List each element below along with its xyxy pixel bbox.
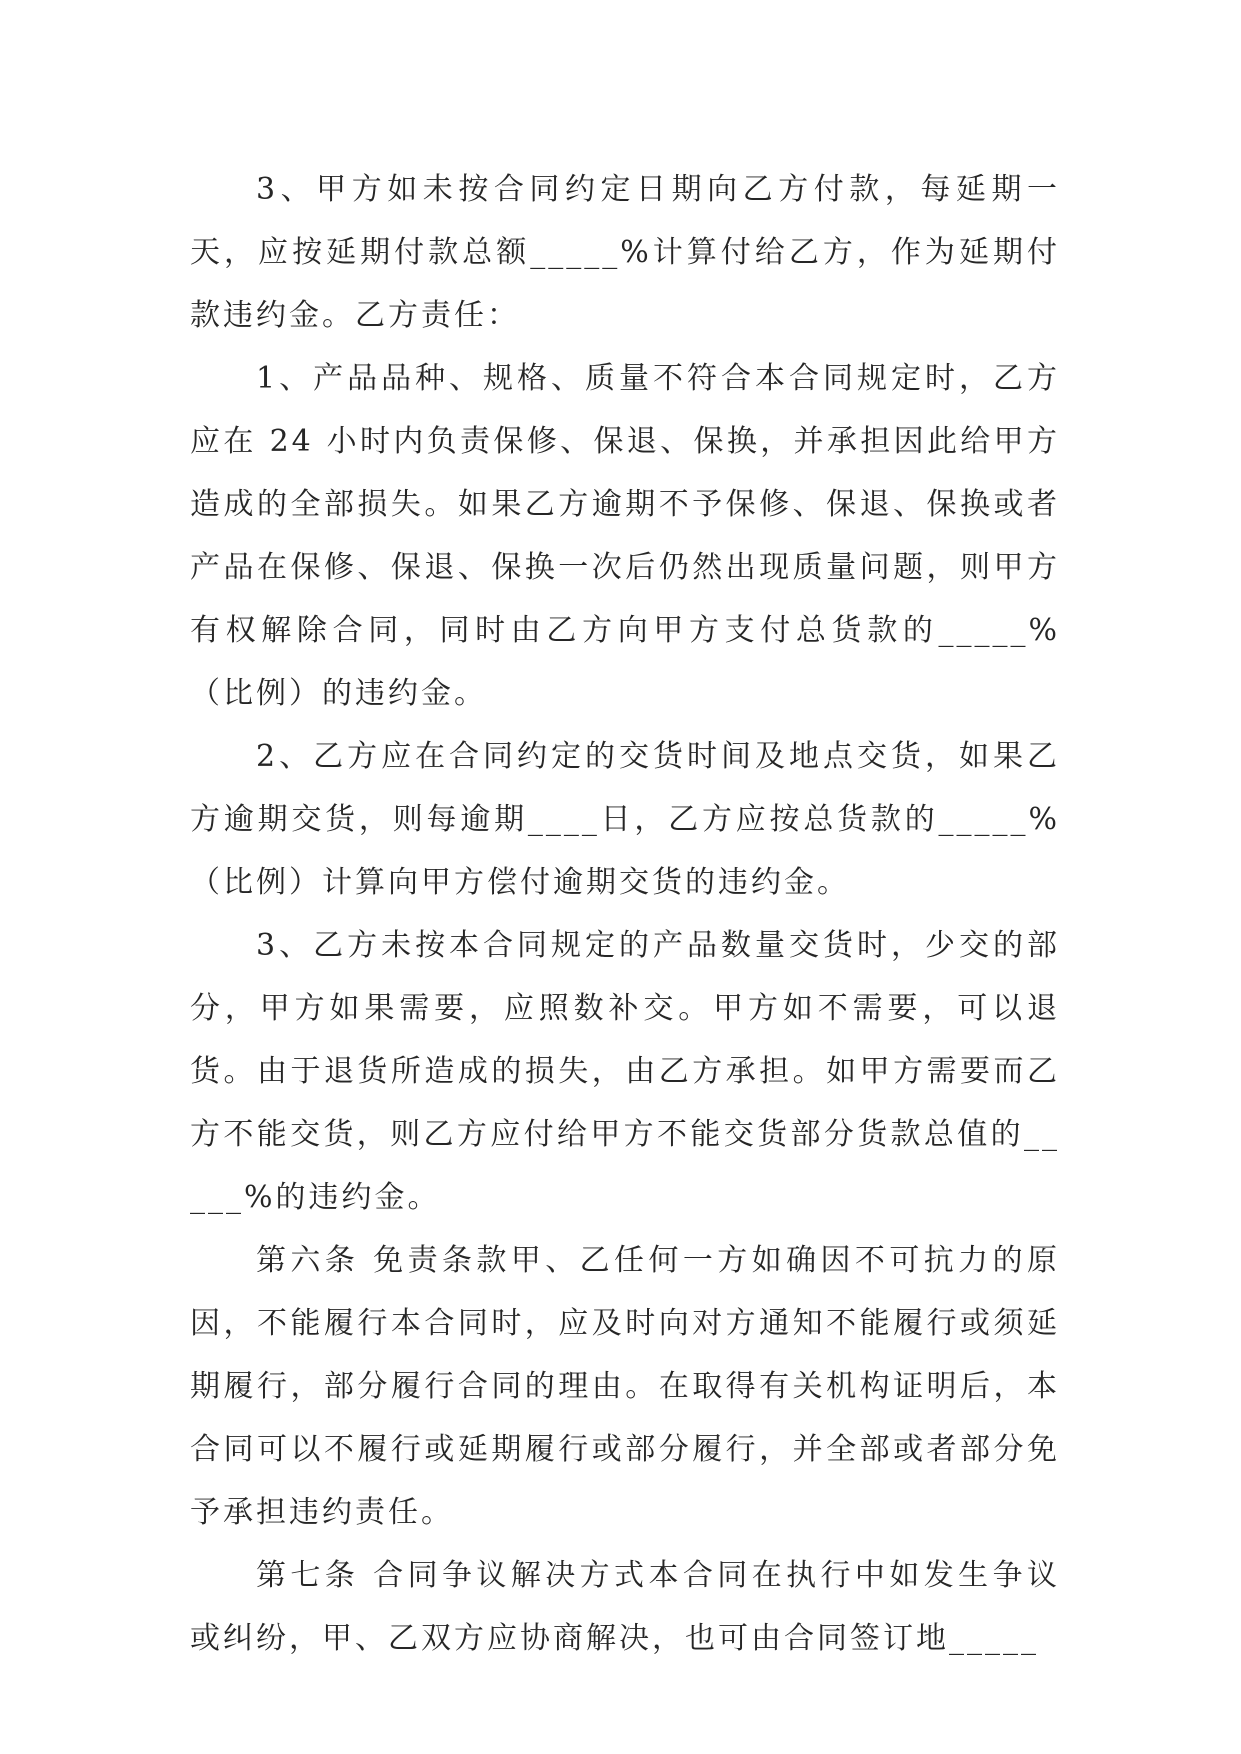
paragraph-clause-3-party-b: 3、乙方未按本合同规定的产品数量交货时，少交的部分，甲方如果需要，应照数补交。甲方如不需要，可以退货。由于退货所造成的损失，由乙方承担。如甲方需要而乙方不能交货，则乙方应付给甲方不能交货部分货款总值的_____%的违约金。 [190, 928, 1060, 1215]
paragraph-clause-2-party-b: 2、乙方应在合同约定的交货时间及地点交货，如果乙方逾期交货，则每逾期____日，乙方应按总货款的_____%（比例）计算向甲方偿付逾期交货的违约金。 [190, 739, 1060, 900]
document-body [190, 158, 1060, 1670]
paragraph-article-7: 第七条 合同争议解决方式本合同在执行中如发生争议或纠纷，甲、乙双方应协商解决，也可由合同签订地_____ [190, 1558, 1060, 1656]
paragraph-clause-3-party-a: 3、甲方如未按合同约定日期向乙方付款，每延期一天，应按延期付款总额_____%计算付给乙方，作为延期付款违约金。乙方责任： [190, 172, 1060, 333]
paragraph-article-6: 第六条 免责条款甲、乙任何一方如确因不可抗力的原因，不能履行本合同时，应及时向对方通知不能履行或须延期履行，部分履行合同的理由。在取得有关机构证明后，本合同可以不履行或延期履行或部分履行，并全部或者部分免予承担违约责任。 [190, 1243, 1060, 1530]
paragraph-clause-1-party-b: 1、产品品种、规格、质量不符合本合同规定时，乙方应在 24 小时内负责保修、保退、保换，并承担因此给甲方造成的全部损失。如果乙方逾期不予保修、保退、保换或者产品在保修、保退、保换一次后仍然出现质量问题，则甲方有权解除合同，同时由乙方向甲方支付总货款的_____%（比例）的违约金。 [190, 361, 1060, 711]
